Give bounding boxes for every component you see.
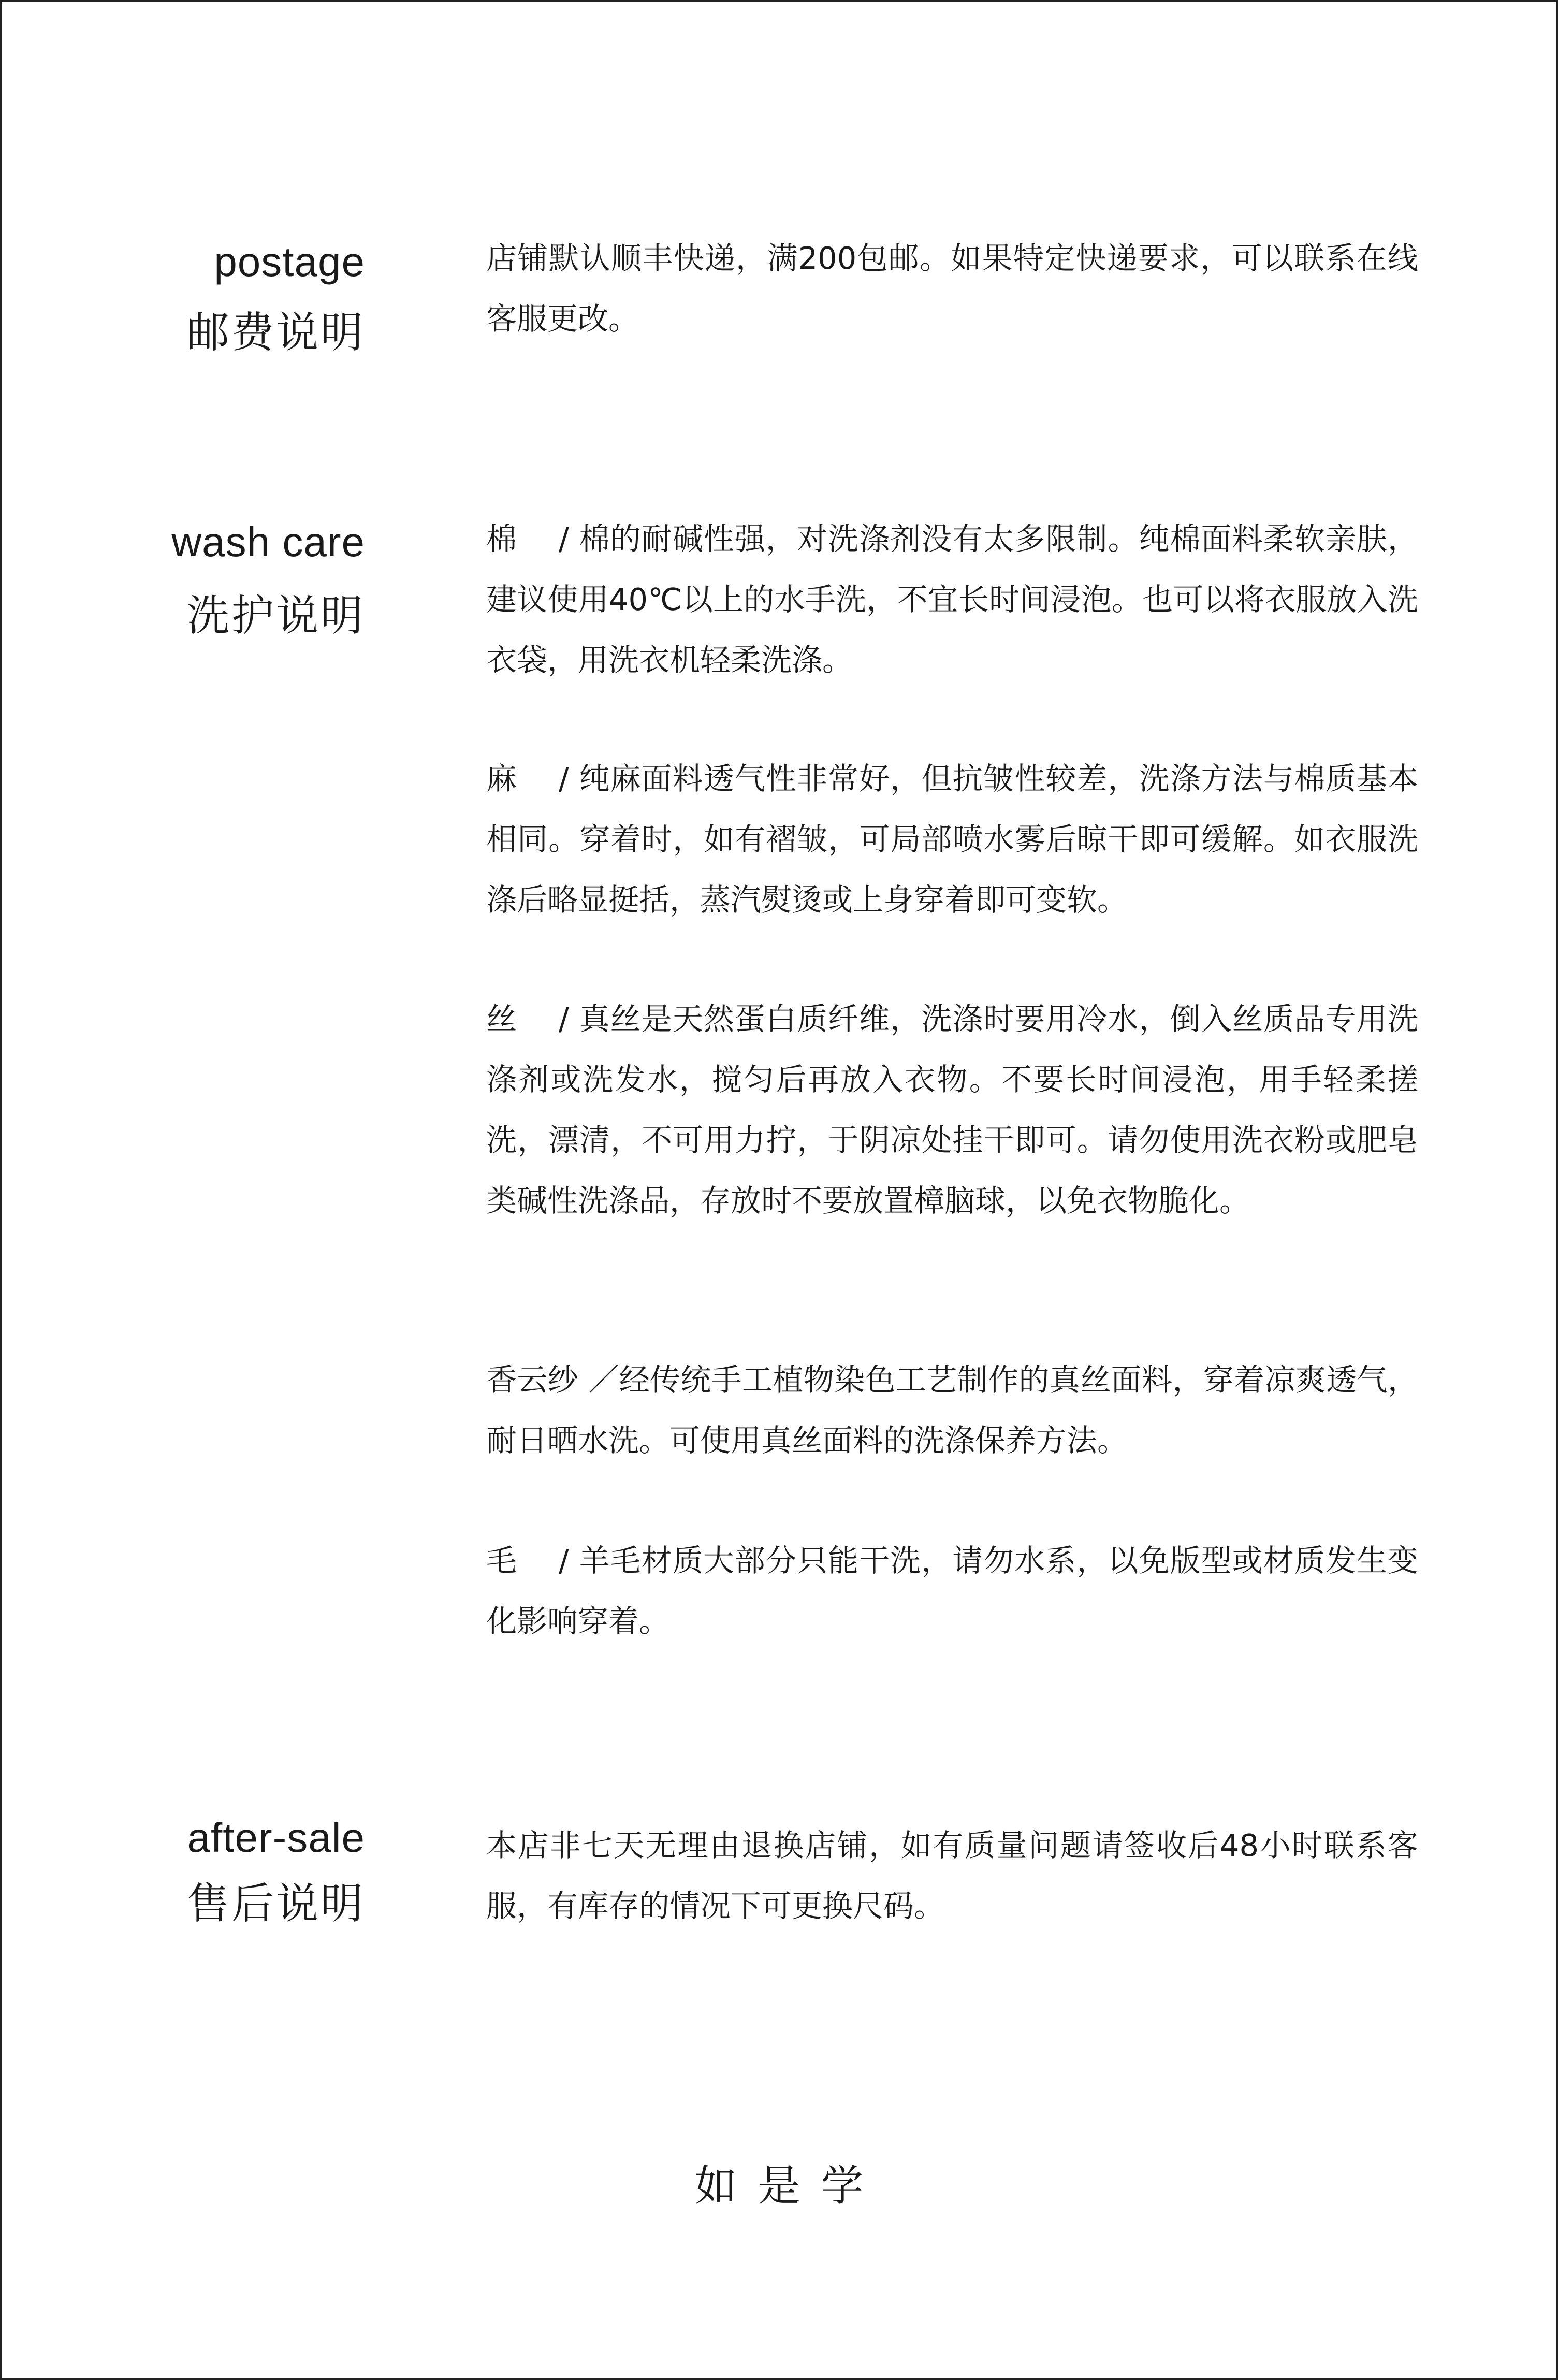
after-sale-label-en: after-sale bbox=[187, 1815, 365, 1861]
brand-footer: 如是学 bbox=[694, 2161, 884, 2211]
wash-care-gambiered-silk: 香云纱 ／经传统手工植物染色工艺制作的真丝面料，穿着凉爽透气，耐日晒水洗。可使用真丝面料的洗涤保养方法。 bbox=[486, 1362, 1418, 1458]
postage-text: 店铺默认顺丰快递，满200包邮。如果特定快递要求，可以联系在线客服更改。 bbox=[486, 240, 1418, 337]
wash-care-cotton: 棉 / 棉的耐碱性强，对洗涤剂没有太多限制。纯棉面料柔软亲肤，建议使用40℃以上的水手洗，不宜长时间浸泡。也可以将衣服放入洗衣袋，用洗衣机轻柔洗涤。 bbox=[486, 521, 1418, 678]
after-sale-label-zh: 售后说明 bbox=[186, 1879, 365, 1928]
wash-care-label-en: wash care bbox=[171, 519, 365, 565]
wash-care-silk: 丝 / 真丝是天然蛋白质纤维，洗涤时要用冷水，倒入丝质品专用洗涤剂或洗发水，搅匀后再放入衣物。不要长时间浸泡，用手轻柔搓洗，漂清，不可用力拧，于阴凉处挂干即可。请勿使用洗衣粉或肥皂类碱性洗涤品，存放时不要放置樟脑球，以免衣物脆化。 bbox=[486, 1001, 1418, 1218]
wash-care-linen: 麻 / 纯麻面料透气性非常好，但抗皱性较差，洗涤方法与棉质基本相同。穿着时，如有褶皱，可局部喷水雾后晾干即可缓解。如衣服洗涤后略显挺括，蒸汽熨烫或上身穿着即可变软。 bbox=[486, 761, 1418, 918]
wash-care-label-zh: 洗护说明 bbox=[186, 591, 365, 641]
postage-label-en: postage bbox=[214, 239, 365, 285]
after-sale-text: 本店非七天无理由退换店铺，如有质量问题请签收后48小时联系客服，有库存的情况下可更换尺码。 bbox=[486, 1827, 1418, 1924]
wash-care-wool: 毛 / 羊毛材质大部分只能干洗，请勿水系，以免版型或材质发生变化影响穿着。 bbox=[486, 1543, 1418, 1639]
postage-label-zh: 邮费说明 bbox=[186, 308, 365, 357]
